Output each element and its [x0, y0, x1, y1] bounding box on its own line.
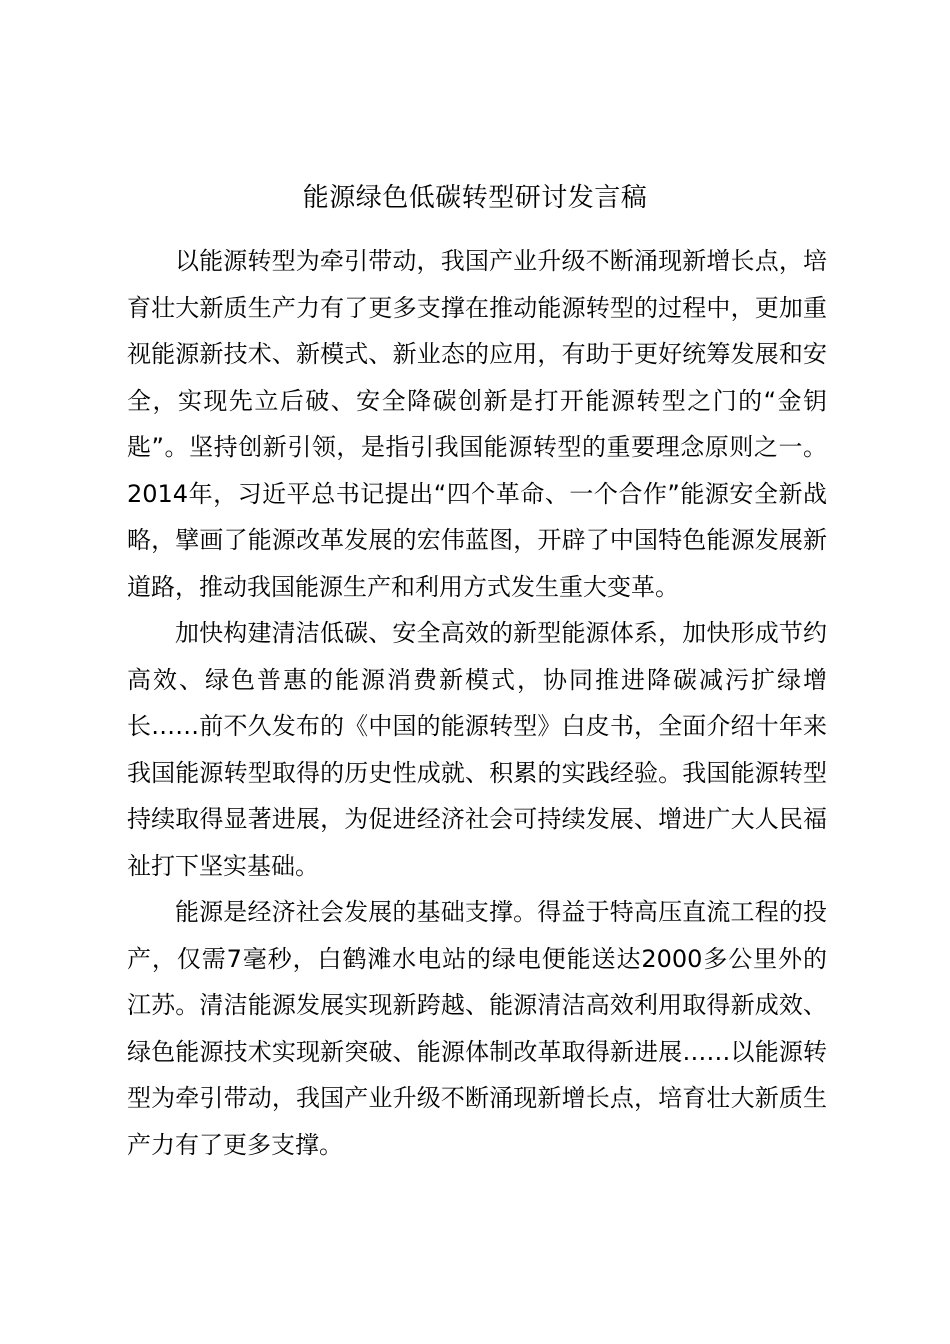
- paragraph-3: 能源是经济社会发展的基础支撑。得益于特高压直流工程的投产，仅需7毫秒，白鹤滩水电站的绿电便能送达2000多公里外的江苏。清洁能源发展实现新跨越、能源清洁高效利用取得新成效、绿色能源技术实现新突破、能源体制改革取得新进展……以能源转型为牵引带动，我国产业升级不断涌现新增长点，培育壮大新质生产力有了更多支撑。: [127, 898, 827, 1159]
- document-body: [127, 238, 827, 1168]
- paragraph-1: 以能源转型为牵引带动，我国产业升级不断涌现新增长点，培育壮大新质生产力有了更多支撑在推动能源转型的过程中，更加重视能源新技术、新模式、新业态的应用，有助于更好统筹发展和安全，实现先立后破、安全降碳创新是打开能源转型之门的“金钥匙”。坚持创新引领，是指引我国能源转型的重要理念原则之一。2014年，习近平总书记提出“四个革命、一个合作”能源安全新战略，擘画了能源改革发展的宏伟蓝图，开辟了中国特色能源发展新道路，推动我国能源生产和利用方式发生重大变革。: [127, 247, 827, 601]
- document-title: 能源绿色低碳转型研讨发言稿: [302, 183, 648, 213]
- paragraph-2: 加快构建清洁低碳、安全高效的新型能源体系，加快形成节约高效、绿色普惠的能源消费新模式，协同推进降碳减污扩绿增长……前不久发布的《中国的能源转型》白皮书，全面介绍十年来我国能源转型取得的历史性成就、积累的实践经验。我国能源转型持续取得显著进展，为促进经济社会可持续发展、增进广大人民福祉打下坚实基础。: [127, 619, 827, 880]
